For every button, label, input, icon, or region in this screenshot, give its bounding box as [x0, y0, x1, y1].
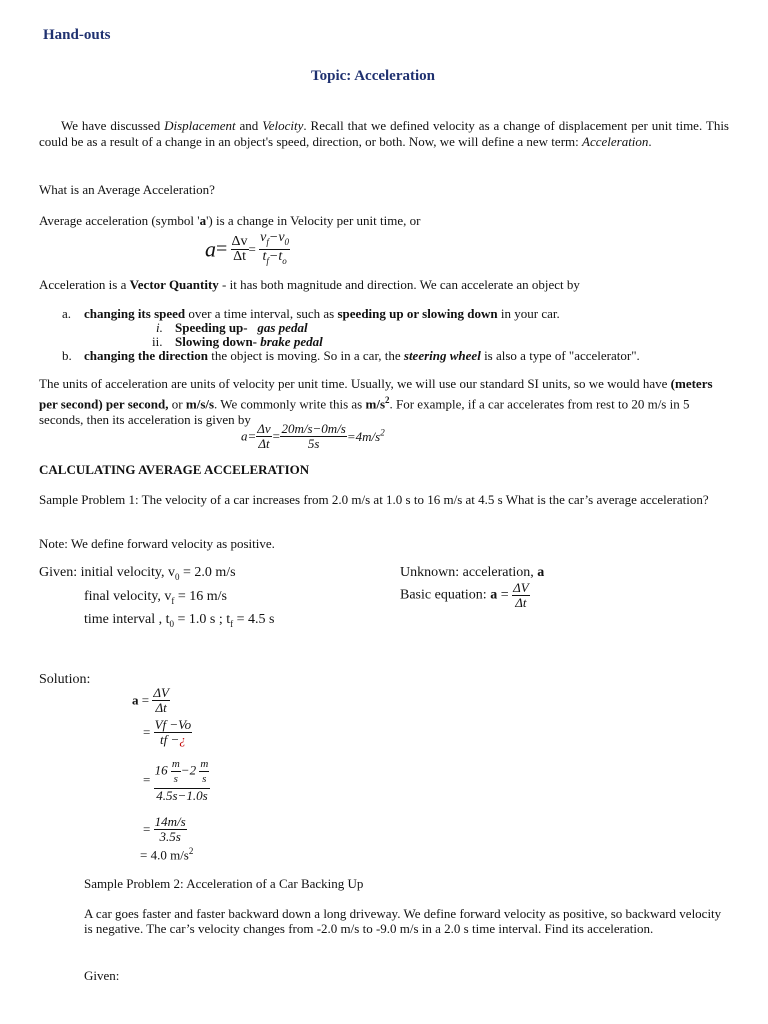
- question-heading: What is an Average Acceleration?: [39, 182, 215, 197]
- given-time-interval: time interval , $t_0 = 1.0$ s ; $t_f = 4.5$ s: [84, 612, 275, 629]
- list-item-text: changing its speed over a time interval, such as speeding up or slowing down in your car.: [84, 306, 560, 321]
- unknown-text: Unknown: acceleration, a: [400, 565, 545, 580]
- sample-problem-1: Sample Problem 1: The velocity of a car increases from 2.0 m/s at 1.0 s to 16 m/s at 4.5 s What is the car’s average acceleration?: [39, 492, 709, 507]
- units-paragraph: The units of acceleration are units of velocity per unit time. Usually, we will use our standard SI units, so we would have (meters per second) per second, or m/s/s. We commonly write this as $m/s^2$. For example, if a car accelerates from rest to 20 m/s in 5 seconds, then its acceleration is given by: [39, 376, 713, 428]
- given-final-velocity: final velocity, $v_f = 16$ m/s: [84, 589, 227, 606]
- handouts-header: Hand-outs: [43, 27, 111, 43]
- vector-quantity-text: Acceleration is a Vector Quantity - it has both magnitude and direction. We can accelerate an object by: [39, 277, 580, 292]
- sample-problem-2-text: A car goes faster and faster backward down a long driveway. We define forward velocity as positive, so backward velocity is negative. The car’s velocity changes from -2.0 m/s to -9.0 m/s in a 2.0 s time interval. Find its acceleration.: [84, 906, 722, 936]
- page-title: Topic: Acceleration: [311, 68, 436, 84]
- average-definition: Average acceleration (symbol 'a') is a change in Velocity per unit time, or: [39, 213, 421, 228]
- acceleration-formula: a= $\frac{\Delta v}{\Delta t}$ = $\frac{v_f-v_0}{t_f-t_o}$: [205, 230, 290, 266]
- solution-step-2: = $\frac{Vf -Vo}{tf -¿}$: [143, 717, 192, 747]
- solution-step-3: = 16 $\frac{m}{s}$ −2 $\frac{m}{s}$ 4.5s−1.0s: [143, 758, 209, 803]
- list-item: b.: [62, 348, 72, 363]
- given-initial-velocity: Given: initial velocity, $v_0 = 2.0$ m/s: [39, 565, 236, 582]
- list-subitem-marker: i.: [156, 320, 163, 335]
- given-label: Given:: [84, 968, 120, 983]
- list-subitem: Slowing down- brake pedal: [175, 334, 323, 349]
- intro-paragraph: We have discussed Displacement and Velocity. Recall that we defined velocity as a change of displacement per unit time. This could be as a result of a change in an object's speed, direction, or both. Now, we will define a new term: Acceleration.: [39, 118, 729, 149]
- section-title: CALCULATING AVERAGE ACCELERATION: [39, 462, 310, 477]
- example-formula: a= $\frac{\Delta v}{\Delta t}$ = $\frac{20m/s-0m/s}{5s}$ $=4m/s^2$: [241, 421, 385, 451]
- list-subitem-marker: ii.: [152, 334, 163, 349]
- note-text: Note: We define forward velocity as positive.: [39, 536, 275, 551]
- solution-label: Solution:: [39, 672, 91, 687]
- list-subitem: Speeding up- gas pedal: [175, 320, 308, 335]
- basic-equation: Basic equation: a = $\frac{\Delta V}{\Delta t}$: [400, 580, 529, 610]
- list-item: a.: [62, 306, 72, 321]
- sample-problem-2-title: Sample Problem 2: Acceleration of a Car Backing Up: [84, 876, 364, 891]
- solution-result: = 4.0 $m/s^2$: [140, 846, 194, 863]
- list-item-text: changing the direction the object is moving. So in a car, the steering wheel is also a type of "accelerator".: [84, 348, 640, 363]
- solution-step-4: = $\frac{14m/s}{3.5s}$: [143, 814, 186, 844]
- solution-step-1: a = $\frac{\Delta V}{\Delta t}$: [132, 685, 169, 715]
